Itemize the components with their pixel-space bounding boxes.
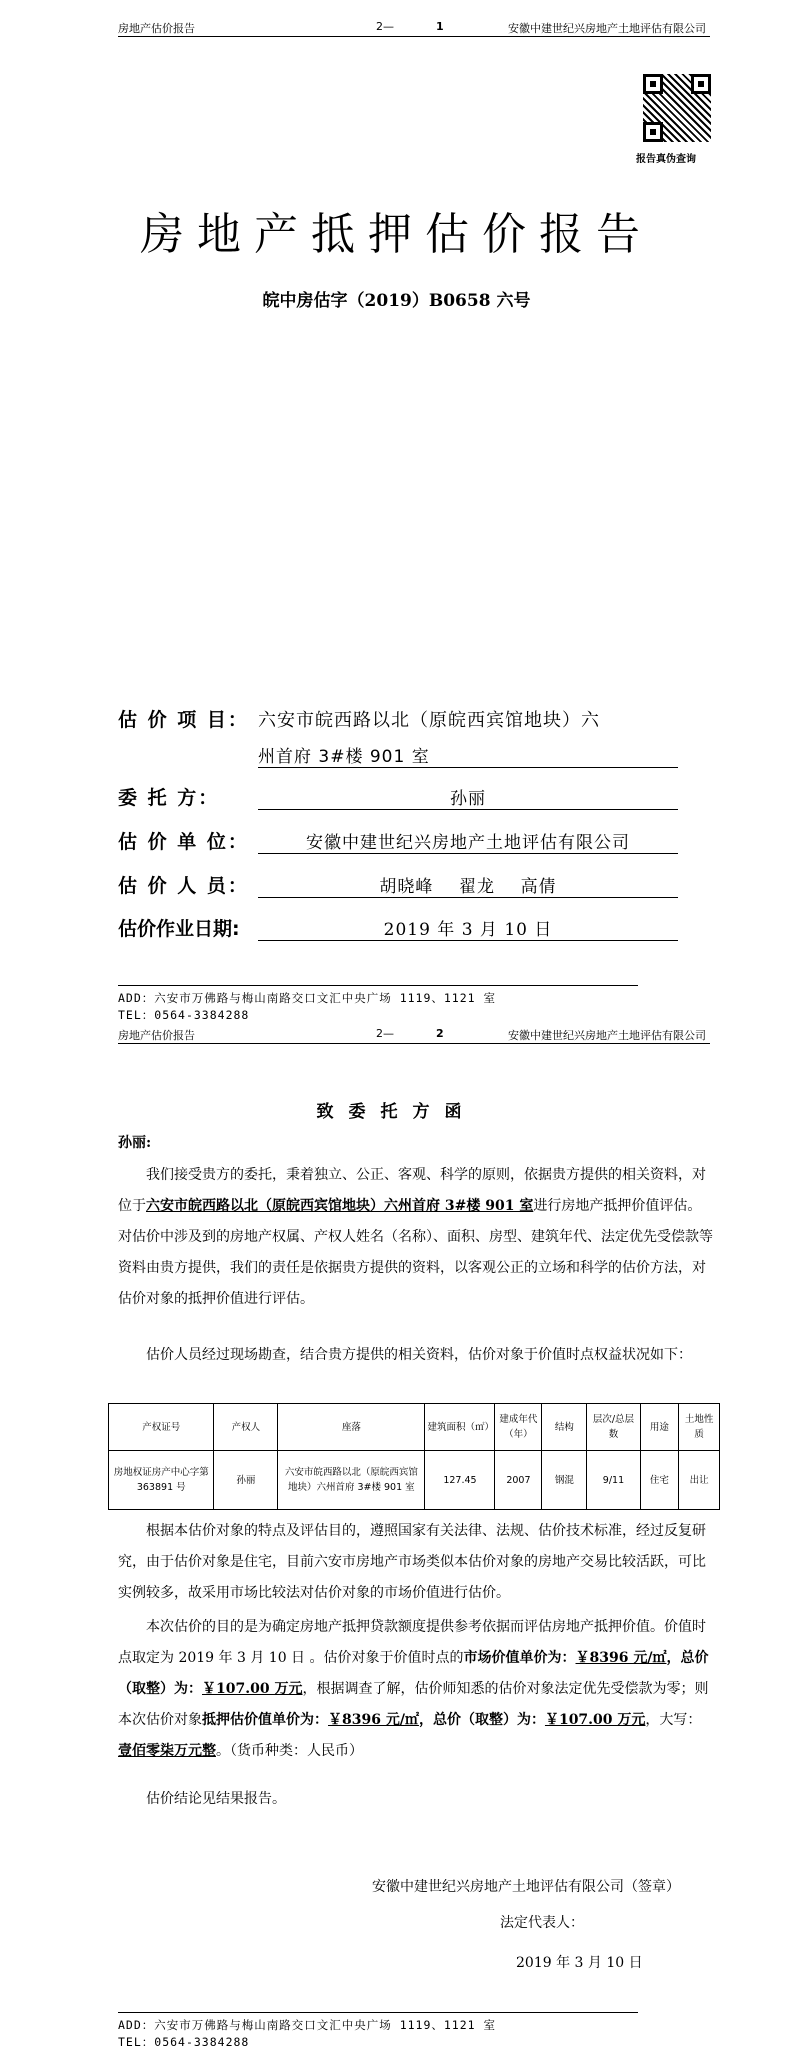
footer-address: ADD：六安市万佛路与梅山南路交口文汇中央广场 1119、1121 室 xyxy=(118,2018,497,2032)
para4-mort-price: ￥8396 元/㎡ xyxy=(328,1712,419,1728)
footer-tel: TEL：0564-3384288 xyxy=(118,2035,250,2049)
paragraph-5: 估价结论见结果报告。 xyxy=(146,1791,286,1807)
table-row xyxy=(109,1451,720,1510)
td-use: 住宅 xyxy=(640,1451,679,1510)
th-location: 座落 xyxy=(278,1404,425,1451)
paragraph-3: 根据本估价对象的特点及评估目的，遵照国家有关法律、法规、估价技术标准，经过反复研究，由于估价对象是住宅，目前六安市房地产市场类似本估价对象的房地产交易比较活跃，可比实例较多，故采用市场比较法对估价对象的市场价值进行估价。 xyxy=(118,1523,706,1601)
header-report-name: 房地产估价报告 xyxy=(118,22,195,35)
para4-total-label: ，总价（取整）为： xyxy=(118,1650,709,1697)
footer-tel: TEL：0564-3384288 xyxy=(118,1008,250,1022)
para4-uppercase-amount: 壹佰零柒万元整 xyxy=(118,1743,216,1759)
para1-address: 六安市皖西路以北（原皖西宾馆地块）六州首府 3#楼 901 室 xyxy=(146,1198,534,1214)
header-middle: 2— xyxy=(376,1027,394,1040)
td-location: 六安市皖西路以北（原皖西宾馆地块）六州首府 3#楼 901 室 xyxy=(278,1451,425,1510)
para4-total2: ￥107.00 万元 xyxy=(544,1712,646,1728)
para4-text-d: 。（货币种类：人民币） xyxy=(216,1743,363,1759)
para4-mv-label: 市场价值单价为： xyxy=(463,1650,576,1666)
para4-text-c: ，大写： xyxy=(645,1712,702,1728)
footer-address: ADD：六安市万佛路与梅山南路交口文汇中央广场 1119、1121 室 xyxy=(118,991,497,1005)
signature-date: 2019 年 3 月 10 日 xyxy=(516,1955,643,1971)
signature-representative: 法定代表人： xyxy=(500,1915,584,1931)
appraiser-value: 胡晓峰 翟龙 高倩 xyxy=(258,872,678,898)
th-use: 用途 xyxy=(640,1404,679,1451)
client-label: 委 托 方： xyxy=(118,787,220,809)
th-floor: 层次/总层数 xyxy=(587,1404,640,1451)
para4-total2-label: ，总价（取整）为： xyxy=(418,1712,545,1728)
para1-text-b: 进行房地产抵押价值评估。对估价中涉及到的房地产权属、产权人姓名（名称）、面积、房型、建筑年代、法定优先受偿款等资料由贵方提供，我们的责任是依据贵方提供的资料，以客观公正的立场和科学的估价方法，对估价对象的抵押价值进行评估。 xyxy=(118,1198,713,1307)
qr-caption: 报告真伪查询 xyxy=(636,154,696,165)
header-page-number: 2 xyxy=(436,1027,444,1040)
signature-company: 安徽中建世纪兴房地产土地评估有限公司（签章） xyxy=(372,1879,680,1895)
th-cert: 产权证号 xyxy=(109,1404,214,1451)
th-structure: 结构 xyxy=(542,1404,587,1451)
td-cert: 房地权证房产中心字第 363891 号 xyxy=(109,1451,214,1510)
td-owner: 孙丽 xyxy=(214,1451,278,1510)
page2-header xyxy=(118,1025,710,1044)
paragraph-2: 估价人员经过现场勘查，结合贵方提供的相关资料，估价对象于价值时点权益状况如下： xyxy=(146,1347,692,1363)
page1-footer xyxy=(118,985,638,1024)
para4-mv-price: ￥8396 元/㎡ xyxy=(575,1650,667,1666)
table-header-row xyxy=(109,1404,720,1451)
property-table xyxy=(108,1403,720,1510)
header-company: 安徽中建世纪兴房地产土地评估有限公司 xyxy=(508,1029,706,1042)
td-structure: 钢混 xyxy=(542,1451,587,1510)
para4-text-b: ，根据调查了解，估价师知悉的估价对象法定优先受偿款为零；则本次估价对象 xyxy=(118,1681,709,1728)
para4-total: ￥107.00 万元 xyxy=(202,1681,303,1697)
salutation: 孙丽: xyxy=(118,1135,152,1151)
th-land: 土地性质 xyxy=(679,1404,720,1451)
appraiser-label: 估 价 人 员： xyxy=(118,875,249,897)
paragraph-1 xyxy=(118,1160,714,1315)
td-floor: 9/11 xyxy=(587,1451,640,1510)
td-year: 2007 xyxy=(495,1451,542,1510)
unit-label: 估 价 单 位： xyxy=(118,831,249,853)
project-label: 估 价 项 目： xyxy=(118,709,249,731)
document-number: 皖中房估字（2019）B0658 六号 xyxy=(262,291,531,311)
paragraph-4 xyxy=(118,1612,714,1767)
header-company: 安徽中建世纪兴房地产土地评估有限公司 xyxy=(508,22,706,35)
page2-footer xyxy=(118,2012,638,2051)
header-report-name: 房地产估价报告 xyxy=(118,1029,195,1042)
th-area: 建筑面积（㎡） xyxy=(425,1404,495,1451)
date-value: 2019 年 3 月 10 日 xyxy=(258,915,678,941)
report-title: 房地产抵押估价报告 xyxy=(140,209,653,260)
th-year: 建成年代（年） xyxy=(495,1404,542,1451)
para4-text-a: 本次估价的目的是为确定房地产抵押贷款额度提供参考依据而评估房地产抵押价值。价值时点取定为 2019 年 3 月 10 日 。估价对象于价值时点的 xyxy=(118,1619,706,1666)
th-owner: 产权人 xyxy=(214,1404,278,1451)
letter-title: 致委托方函 xyxy=(316,1102,477,1122)
unit-value: 安徽中建世纪兴房地产土地评估有限公司 xyxy=(258,828,678,854)
project-value-line1: 六安市皖西路以北（原皖西宾馆地块）六 xyxy=(258,710,600,731)
client-value: 孙丽 xyxy=(258,784,678,810)
qr-code[interactable] xyxy=(643,74,711,142)
para4-mort-label: 抵押估价值单价为： xyxy=(202,1712,328,1728)
header-page-number: 1 xyxy=(436,20,444,33)
td-land: 出让 xyxy=(679,1451,720,1510)
para1-text-a: 我们接受贵方的委托，秉着独立、公正、客观、科学的原则，依据贵方提供的相关资料，对位于 xyxy=(118,1167,706,1214)
page1-header xyxy=(118,18,710,37)
date-label: 估价作业日期: xyxy=(118,918,240,940)
td-area: 127.45 xyxy=(425,1451,495,1510)
header-middle: 2— xyxy=(376,20,394,33)
project-value-line2: 州首府 3#楼 901 室 xyxy=(258,742,678,768)
